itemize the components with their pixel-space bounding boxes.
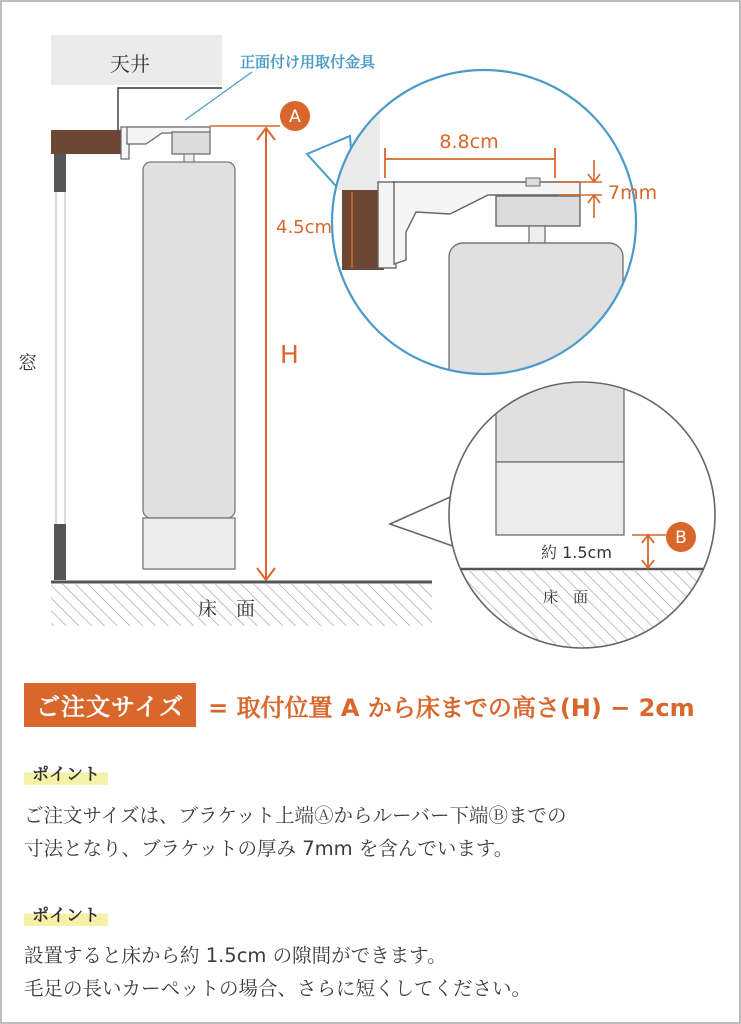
- ceiling-label: 天井: [110, 52, 150, 76]
- height-label: H: [280, 340, 299, 369]
- order-size-formula-text: = 取付位置 A から床までの高さ(H) − 2cm: [208, 693, 695, 722]
- point-1-line-2: 寸法となり、ブラケットの厚み 7mm を含んでいます。: [24, 837, 514, 860]
- thickness-label: 7mm: [608, 182, 658, 204]
- point-text-1: [24, 799, 724, 865]
- bracket-label: 正面付け用取付金具: [240, 53, 376, 71]
- zoom-bottom-floor-label: 床 面: [543, 588, 589, 606]
- floor-label: 床 面: [198, 598, 256, 620]
- window-frame-top: [54, 154, 66, 192]
- installation-diagram: [2, 2, 739, 672]
- zoom-bottom-floor-hatch: [442, 571, 722, 651]
- zoom-top-louver-head: [496, 196, 580, 226]
- louver-bottom-section: [143, 518, 235, 569]
- point-label-1: ポイント: [24, 760, 108, 785]
- order-size-formula: [24, 685, 695, 725]
- zoom-bottom-louver-body: [496, 362, 624, 462]
- zoom-top-louver-stem: [529, 226, 545, 244]
- zoom-callout-top: [276, 52, 657, 403]
- window-frame-bottom: [54, 524, 66, 580]
- order-size-badge: ご注文サイズ: [24, 683, 196, 727]
- louver-head: [172, 132, 210, 154]
- zoom-callout-bottom: [390, 362, 722, 651]
- ceiling-outline: [118, 88, 222, 130]
- gap-label: 約 1.5cm: [541, 543, 612, 562]
- point-2-line-1: 設置すると床から約 1.5cm の隙間ができます。: [24, 944, 447, 967]
- depth-label: 8.8cm: [439, 131, 499, 153]
- header-height-label: 4.5cm: [276, 217, 333, 238]
- point-label-2: ポイント: [24, 901, 108, 926]
- point-2-line-2: 毛足の長いカーペットの場合、さらに短くしてください。: [24, 977, 532, 1000]
- louver-body: [143, 162, 235, 518]
- zoom-top-bolt: [526, 178, 540, 186]
- point-text-2: [24, 939, 724, 1005]
- point-a-label: A: [289, 107, 301, 127]
- window-header: [51, 130, 123, 154]
- point-1-line-1: ご注文サイズは、ブラケット上端Ⓐからルーバー下端Ⓑまでの: [24, 804, 567, 827]
- window-label: 窓: [18, 352, 38, 374]
- louver-stem: [184, 154, 194, 162]
- point-b-label: B: [675, 528, 687, 548]
- zoom-bottom-louver-bottom: [496, 462, 624, 535]
